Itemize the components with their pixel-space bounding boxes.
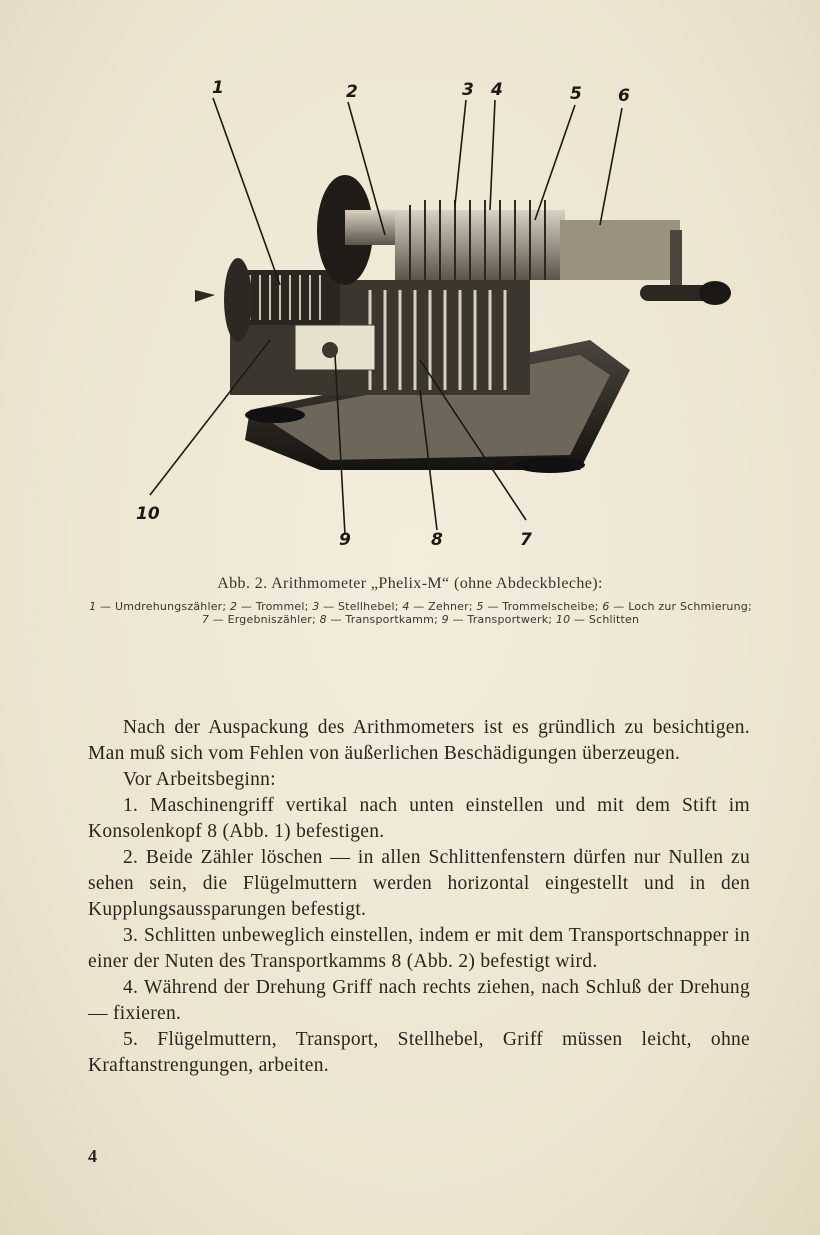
callout-2: 2 [346,82,358,102]
legend-item: 1 — Umdrehungszähler; [89,600,227,613]
figure-caption-title: Abb. 2. Arithmometer „Phelix-M“ (ohne Abdeckbleche): [217,575,603,592]
callout-10: 10 [136,504,160,524]
page-number: 4 [88,1146,97,1166]
arithmometer-photo [120,70,760,560]
callout-4: 4 [491,80,503,100]
instruction-item-2: 2. Beide Zähler löschen — in allen Schlittenfenstern dürfen nur Nullen zu sehen sein, die Flügelmuttern werden horizontal eingestellt und in den Kupplungsaussparungen befestigt. [88,847,750,920]
legend-item: 2 — Trommel; [230,600,309,613]
instruction-item-5: 5. Flügelmuttern, Transport, Stellhebel, Griff müssen leicht, ohne Kraftanstrengungen, arbeiten. [88,1029,750,1076]
callout-6: 6 [618,86,630,106]
figure-legend [88,600,753,626]
section-heading: Vor Arbeitsbeginn: [123,769,276,790]
callout-7: 7 [520,530,532,550]
intro-paragraph: Nach der Auspackung des Arithmometers ist es gründlich zu besichtigen. Man muß sich vom Fehlen von äußerlichen Beschädigungen überzeugen. [88,717,750,764]
callout-3: 3 [462,80,474,100]
instruction-item-1: 1. Maschinengriff vertikal nach unten einstellen und mit dem Stift im Konsolenkopf 8 (Abb. 1) befestigen. [88,795,750,842]
callout-1: 1 [212,78,224,98]
instruction-item-4: 4. Während der Drehung Griff nach rechts ziehen, nach Schluß der Drehung — fixieren. [88,977,750,1024]
callout-5: 5 [570,84,582,104]
legend-item: 10 — Schlitten [555,613,640,626]
legend-item: 5 — Trommelscheibe; [476,600,599,613]
arithmometer-figure [120,70,760,560]
legend-item: 6 — Loch zur Schmierung; [602,600,752,613]
callout-9: 9 [339,530,351,550]
legend-item: 4 — Zehner; [402,600,473,613]
legend-item: 7 — Ergebniszähler; [201,613,316,626]
instruction-item-3: 3. Schlitten unbeweglich einstellen, indem er mit dem Transportschnapper in einer der Nuten des Transportkamms 8 (Abb. 2) befestigt wird. [88,925,750,972]
body-text [88,715,750,1079]
legend-item: 3 — Stellhebel; [312,600,399,613]
callout-8: 8 [431,530,443,550]
legend-item: 9 — Transportwerk; [441,613,553,626]
legend-item: 8 — Transportkamm; [319,613,438,626]
